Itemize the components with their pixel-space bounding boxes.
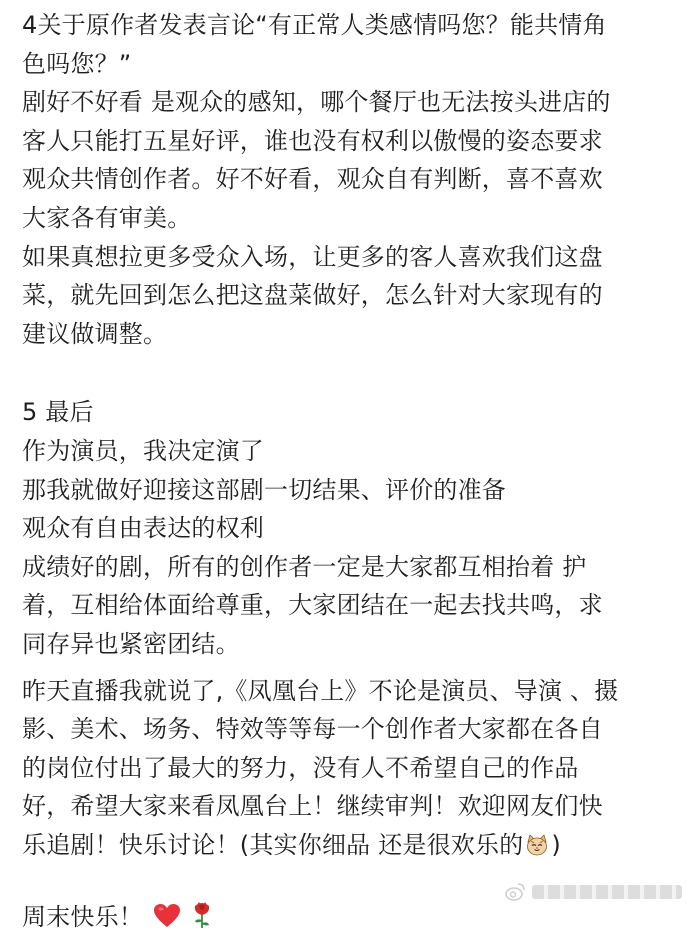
closing-paren: ) — [551, 830, 561, 859]
text-line: 菜，就先回到怎么把这盘菜做好，怎么针对大家现有的 — [22, 281, 603, 310]
section-heading: 5 最后 — [22, 398, 94, 427]
section-5 — [22, 393, 682, 663]
text-line: 影、美术、场务、特效等等每一个创作者大家都在各自 — [22, 715, 603, 744]
section-6 — [22, 672, 682, 865]
text-line: 建议做调整。 — [22, 319, 168, 348]
red-heart-icon — [153, 902, 181, 941]
text-line: 观众共情创作者。好不好看，观众自有判断，喜不喜欢 — [22, 165, 603, 194]
text-line: 4关于原作者发表言论“有正常人类感情吗您？能共情角 — [22, 11, 607, 39]
text-line: 同存异也紧密团结。 — [22, 629, 240, 658]
closing-line — [22, 898, 682, 937]
text-line: 着，互相给体面给尊重，大家团结在一起去找共鸣，求 — [22, 591, 603, 620]
paragraph-spacer — [22, 664, 682, 672]
text-line: 那我就做好迎接这部剧一切结果、评价的准备 — [22, 475, 506, 504]
weibo-logo-icon — [504, 881, 526, 903]
closing-text: 周末快乐！ — [22, 903, 143, 932]
cat-face-icon — [525, 830, 549, 869]
text-line: 成绩好的剧，所有的创作者一定是大家都互相抬着 护 — [22, 552, 587, 581]
text-line: 的岗位付出了最大的努力，没有人不希望自己的作品 — [22, 753, 579, 782]
section-4 — [22, 6, 682, 353]
text-line-with-emoji — [22, 826, 682, 865]
rose-icon — [191, 901, 213, 941]
post-content — [22, 6, 682, 937]
text-line: 如果真想拉更多受众入场，让更多的客人喜欢我们这盘 — [22, 242, 603, 271]
text-line: 观众有自由表达的权利 — [22, 514, 264, 543]
paragraph-spacer — [22, 353, 682, 393]
watermark — [504, 881, 682, 903]
text-line: 昨天直播我就说了,《凤凰台上》不论是演员、导演 、摄 — [22, 676, 619, 705]
text-line: 色吗您？” — [22, 49, 132, 78]
text-line: 客人只能打五星好评，谁也没有权利以傲慢的姿态要求 — [22, 126, 603, 155]
text-line: 好，希望大家来看凤凰台上！继续审判！欢迎网友们快 — [22, 792, 603, 821]
text-line: 大家各有审美。 — [22, 203, 192, 232]
watermark-text-blur — [532, 885, 682, 899]
text-segment: 乐追剧！快乐讨论！(其实你细品 还是很欢乐的 — [22, 830, 524, 859]
text-line: 作为演员，我决定演了 — [22, 436, 264, 465]
text-line: 剧好不好看 是观众的感知，哪个餐厅也无法按头进店的 — [22, 88, 611, 117]
